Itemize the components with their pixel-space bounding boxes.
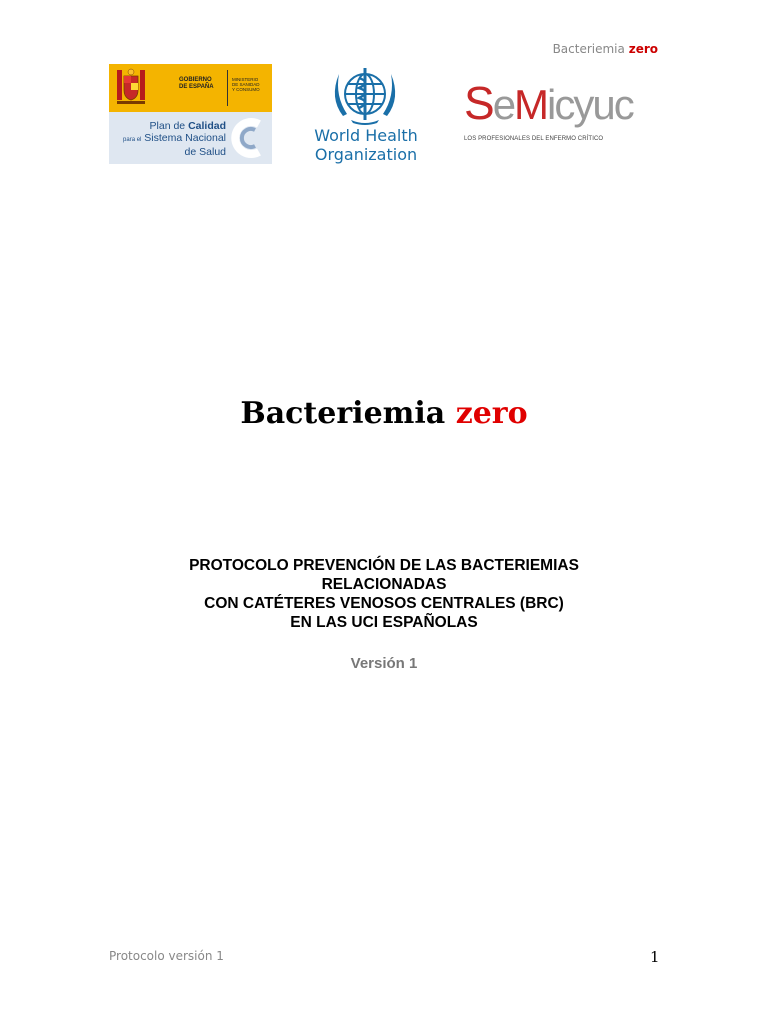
- semicyuc-rest: icyuc: [547, 81, 633, 128]
- ministerio-line-3: Y CONSUMO: [232, 87, 260, 92]
- calidad-c-icon: [229, 116, 269, 160]
- subtitle-line-1: PROTOCOLO PREVENCIÓN DE LAS BACTERIEMIAS: [189, 557, 579, 574]
- semicyuc-m: M: [514, 81, 548, 128]
- who-logo: [305, 64, 427, 168]
- subtitle-line-3: CON CATÉTERES VENOSOS CENTRALES (BRC): [204, 595, 564, 612]
- document-title-main: Bacteriemia: [240, 396, 446, 431]
- plan-line-2-prefix: para el: [123, 137, 142, 143]
- ministerio-line-2: DE SANIDAD: [232, 82, 260, 87]
- plan-calidad-text: [119, 120, 226, 158]
- document-subtitle: [0, 556, 768, 632]
- running-header-text: Bacteriemia: [552, 42, 625, 56]
- gobierno-line-1: GOBIERNO: [179, 77, 212, 83]
- semicyuc-logo: [462, 77, 633, 144]
- semicyuc-wordmark: [464, 76, 633, 130]
- plan-line-3: de Salud: [184, 146, 226, 158]
- gobierno-line-2: DE ESPAÑA: [179, 84, 214, 90]
- plan-line-1-bold: Calidad: [188, 120, 226, 132]
- semicyuc-s: S: [464, 77, 493, 129]
- ministerio-text: [232, 77, 260, 92]
- version-label: Versión 1: [350, 655, 418, 672]
- running-header-accent: zero: [628, 42, 658, 56]
- ministerio-line-1: MINISTERIO: [232, 77, 259, 82]
- spain-crest-icon: [115, 68, 147, 108]
- ministry-logo: [109, 64, 272, 164]
- gobierno-text: [179, 77, 214, 91]
- document-title: [0, 396, 768, 431]
- ministry-divider: [227, 70, 228, 106]
- footer-text: Protocolo versión 1: [109, 949, 224, 963]
- who-name-line-2: Organization: [314, 145, 418, 164]
- semicyuc-tagline: LOS PROFESIONALES DEL ENFERMO CRÍTICO: [464, 136, 604, 142]
- plan-line-2: Sistema Nacional: [144, 132, 226, 144]
- who-name-line-1: World Health: [314, 126, 418, 145]
- page-number: 1: [650, 948, 660, 966]
- document-title-accent: zero: [455, 396, 528, 431]
- subtitle-line-2: RELACIONADAS: [321, 576, 447, 593]
- subtitle-line-4: EN LAS UCI ESPAÑOLAS: [290, 614, 478, 631]
- plan-line-1: Plan de: [149, 120, 186, 132]
- who-emblem-icon: [323, 64, 407, 126]
- semicyuc-e: e: [492, 81, 515, 128]
- running-header: [553, 42, 658, 56]
